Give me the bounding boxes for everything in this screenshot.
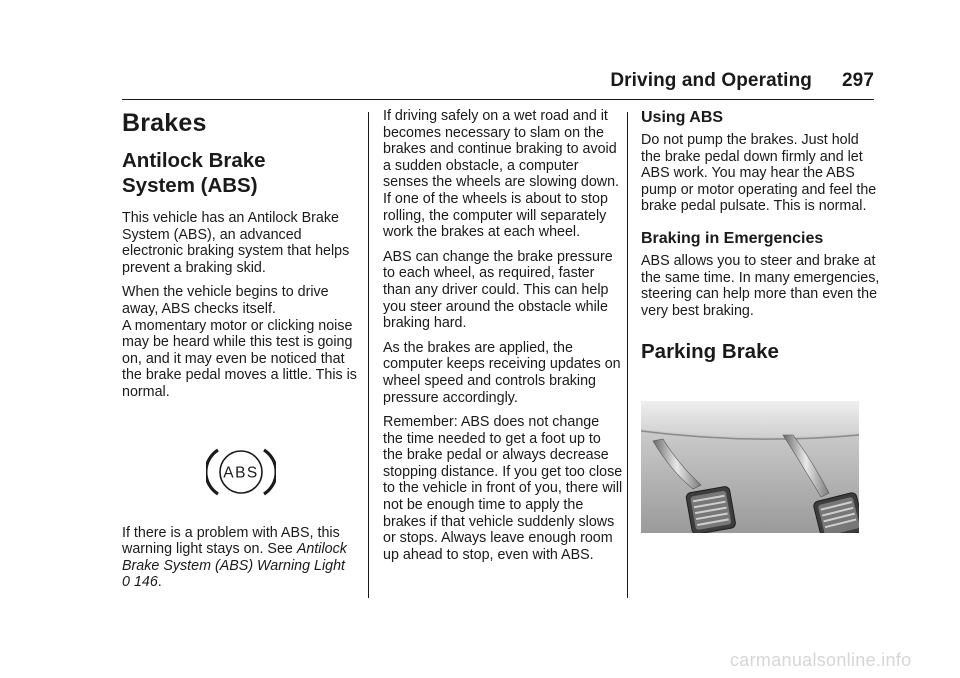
- section-heading-brakes: Brakes: [122, 109, 207, 137]
- column-divider-1: [368, 112, 369, 598]
- pedal-photo: [641, 401, 859, 533]
- watermark: carmanualsonline.info: [730, 650, 912, 670]
- abs-selfcheck-paragraph: [122, 284, 362, 400]
- page-header: [610, 70, 874, 92]
- abs-updates-paragraph: As the brakes are applied, the computer keeps receiving updates on wheel speed and controls braking pressure accordingly.: [383, 339, 621, 406]
- abs-icon-text: ABS: [223, 464, 259, 482]
- abs-pressure-paragraph: ABS can change the brake pressure to each wheel, as required, faster than any driver could. This can help you steer around the obstacle while braking hard.: [383, 248, 613, 332]
- subheading-abs-line1: Antilock Brake: [122, 149, 266, 172]
- subheading-braking-emergencies: Braking in Emergencies: [641, 229, 824, 247]
- abs-intro-paragraph: This vehicle has an Antilock Brake System (ABS), an advanced electronic braking system that helps prevent a braking skid.: [122, 210, 350, 276]
- column-3: [641, 108, 881, 533]
- abs-warning-light-icon: [206, 441, 276, 501]
- column-1: [122, 108, 362, 599]
- section-heading-parking-brake: Parking Brake: [641, 340, 779, 364]
- abs-remember-paragraph: Remember: ABS does not change the time needed to get a foot up to the brake pedal or always decrease stopping distance. If you get too close to the vehicle in front of you, there will not be enough time to apply the brakes if that vehicle suddenly slows or stops. Always leave enough room up ahead to stop, even with ABS.: [383, 414, 623, 563]
- page-ref-symbol: 0: [122, 574, 130, 591]
- abs-warning-text: If there is a problem with ABS, this warning light stays on. See: [122, 524, 340, 558]
- using-abs-paragraph: Do not pump the brakes. Just hold the brake pedal down firmly and let ABS work. You may hear the ABS pump or motor operating and feel the brake pedal pulsate. This is normal.: [641, 132, 877, 215]
- abs-selfcheck-text-b: A momentary motor or clicking noise may be heard while this test is going on, and it may even be noticed that the brake pedal moves a little. This is normal.: [122, 317, 357, 400]
- subheading-using-abs: Using ABS: [641, 109, 724, 126]
- section-title: Driving and Operating: [610, 70, 812, 91]
- column-divider-2: [627, 112, 628, 598]
- braking-emergencies-paragraph: ABS allows you to steer and brake at the same time. In many emergencies, steering can help more than even the very best braking.: [641, 252, 880, 319]
- column-2: [383, 108, 623, 571]
- subheading-abs: [122, 148, 362, 198]
- abs-warning-period: .: [157, 574, 162, 591]
- abs-warning-paragraph: [122, 525, 362, 591]
- abs-selfcheck-text-a: When the vehicle begins to drive away, ABS checks itself.: [122, 284, 329, 317]
- abs-wet-road-paragraph: If driving safely on a wet road and it becomes necessary to slam on the brakes and continue braking to avoid a sudden obstacle, a computer senses the wheels are slowing down. If one of the wheels is about to stop rolling, the computer will separately work the brakes at each wheel.: [383, 108, 620, 241]
- subheading-abs-line2: System (ABS): [122, 174, 258, 197]
- abs-warning-light-link[interactable]: Antilock Brake System (ABS) Warning Light: [122, 541, 347, 574]
- page-ref-146[interactable]: 146: [133, 574, 158, 591]
- page-number: 297: [841, 70, 874, 91]
- header-rule: [122, 99, 874, 100]
